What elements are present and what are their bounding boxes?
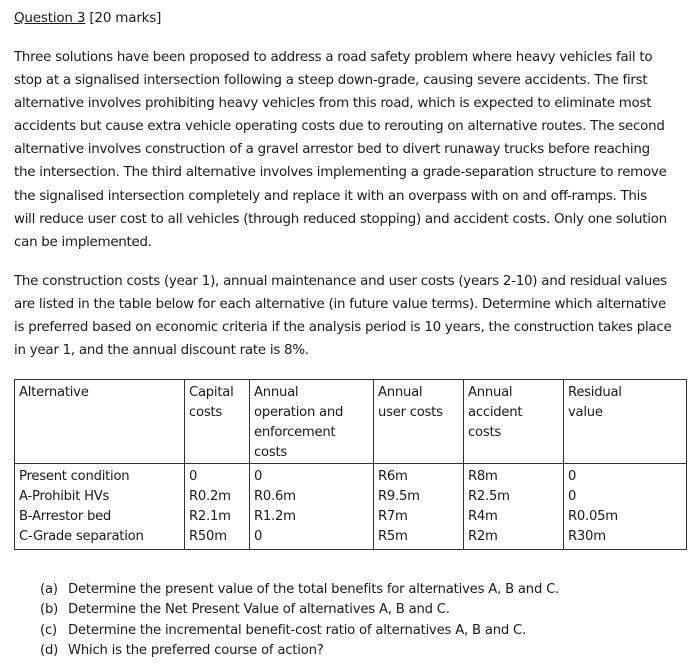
table-cell: C-Grade separation bbox=[15, 527, 185, 550]
text-line: alternative involves prohibiting heavy vehicles from this road, which is expected to eliminate most bbox=[14, 96, 652, 112]
table-cell: R8m bbox=[464, 464, 564, 488]
item-text: Determine the Net Present Value of alternatives A, B and C. bbox=[68, 602, 450, 618]
item-label: (a) bbox=[40, 582, 58, 597]
table-cell: R30m bbox=[564, 527, 687, 550]
problem-description bbox=[14, 46, 694, 254]
table-cell: R1.2m bbox=[250, 507, 374, 527]
table-row bbox=[15, 527, 687, 550]
table-cell: R5m bbox=[374, 527, 464, 550]
header-alternative: Alternative bbox=[15, 380, 185, 464]
table-cell: R4m bbox=[464, 507, 564, 527]
item-label: (d) bbox=[40, 642, 59, 658]
text-line: the signalised intersection completely and replace it with an overpass with on and off-ramps. This bbox=[14, 188, 647, 204]
header-capital-costs: Capital costs bbox=[185, 380, 250, 464]
text-line: stop at a signalised intersection following a steep down-grade, causing severe accidents. The first bbox=[14, 73, 648, 89]
header-accident-costs: Annual accident costs bbox=[464, 380, 564, 464]
table-cell: R2.1m bbox=[185, 507, 250, 527]
table-cell: B-Arrestor bed bbox=[15, 507, 185, 527]
text-line: is preferred based on economic criteria if the analysis period is 10 years, the construction takes place bbox=[14, 320, 672, 336]
table-cell: Present condition bbox=[15, 464, 185, 488]
table-cell: 0 bbox=[250, 527, 374, 550]
table-cell: 0 bbox=[564, 487, 687, 507]
list-item bbox=[40, 621, 559, 641]
table-cell: R0.05m bbox=[564, 507, 687, 527]
list-item bbox=[40, 600, 559, 620]
table-cell: R2m bbox=[464, 527, 564, 550]
header-residual-value: Residual value bbox=[564, 380, 687, 464]
text-line: will reduce user cost to all vehicles (through reduced stopping) and accident costs. Only one solution bbox=[14, 211, 667, 227]
question-list bbox=[40, 580, 559, 661]
table-cell: R2.5m bbox=[464, 487, 564, 507]
table-cell: R0.2m bbox=[185, 487, 250, 507]
text-line: The construction costs (year 1), annual maintenance and user costs (years 2-10) and residual values bbox=[14, 274, 667, 289]
header-user-costs: Annual user costs bbox=[374, 380, 464, 464]
text-line: the intersection. The third alternative involves implementing a grade-separation structure to remove bbox=[14, 165, 667, 181]
text-line: in year 1, and the annual discount rate is 8%. bbox=[14, 343, 309, 359]
item-text: Determine the present value of the total benefits for alternatives A, B and C. bbox=[68, 582, 560, 597]
table-cell: R0.6m bbox=[250, 487, 374, 507]
table-cell: 0 bbox=[564, 464, 687, 488]
item-text: Determine the incremental benefit-cost ratio of alternatives A, B and C. bbox=[68, 622, 527, 638]
table-cell: 0 bbox=[185, 464, 250, 488]
table-cell: R9.5m bbox=[374, 487, 464, 507]
item-label: (c) bbox=[40, 622, 57, 638]
list-item bbox=[40, 641, 559, 661]
text-line: alternative involves construction of a gravel arrestor bed to divert runaway trucks before reaching bbox=[14, 142, 650, 158]
question-marks: [20 marks] bbox=[89, 10, 162, 26]
table-cell: 0 bbox=[250, 464, 374, 488]
task-description bbox=[14, 270, 694, 362]
table-row bbox=[15, 487, 687, 507]
item-label: (b) bbox=[40, 602, 59, 618]
question-heading bbox=[14, 10, 161, 26]
text-line: accidents but cause extra vehicle operating costs due to rerouting on alternative routes. The second bbox=[14, 119, 665, 135]
text-line: are listed in the table below for each alternative (in future value terms). Determine which alternative bbox=[14, 297, 667, 313]
list-item bbox=[40, 580, 559, 600]
table-row bbox=[15, 464, 687, 488]
table-cell: R6m bbox=[374, 464, 464, 488]
text-line: Three solutions have been proposed to address a road safety problem where heavy vehicles fail to bbox=[14, 50, 653, 65]
table-cell: R7m bbox=[374, 507, 464, 527]
header-operation-costs: Annual operation and enforcement costs bbox=[250, 380, 374, 464]
text-line: can be implemented. bbox=[14, 234, 152, 250]
table-cell: A-Prohibit HVs bbox=[15, 487, 185, 507]
cost-table bbox=[14, 379, 687, 550]
table-row bbox=[15, 507, 687, 527]
item-text: Which is the preferred course of action? bbox=[68, 642, 324, 658]
table-cell: R50m bbox=[185, 527, 250, 550]
question-number: Question 3 bbox=[14, 10, 86, 26]
table-header-row bbox=[15, 380, 687, 464]
